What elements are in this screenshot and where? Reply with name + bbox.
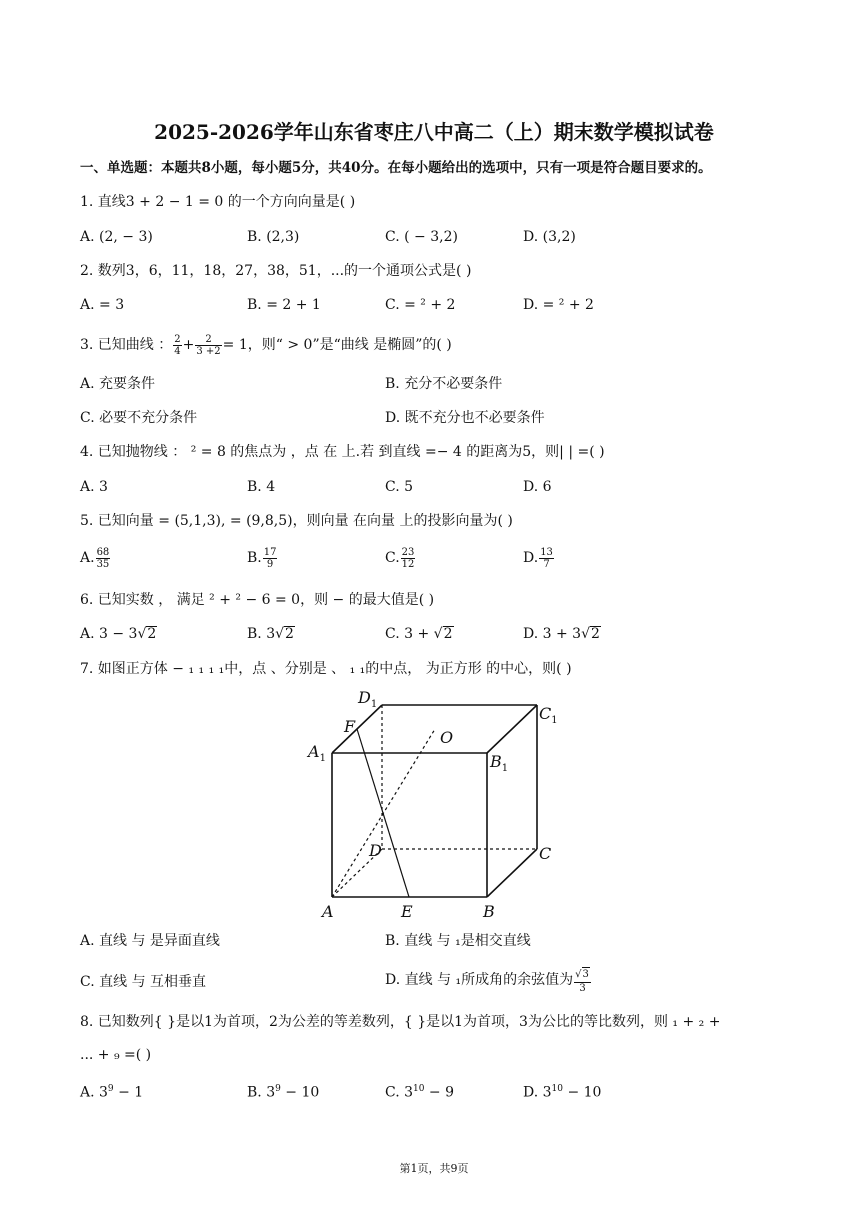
q1-option-b: B. (2,3) xyxy=(247,229,300,245)
q4-option-c: C. 5 xyxy=(385,479,414,495)
q8-option-c: C. $3^{10} - 9$ xyxy=(385,1084,455,1101)
label-a1: $A_1$ xyxy=(308,742,326,764)
q5-option-c: C. $\frac{23}{12}$ xyxy=(385,546,415,570)
q5-option-a: A. $\frac{68}{35}$ xyxy=(80,546,110,570)
q7-option-c: C. 直线 与 互相垂直 xyxy=(80,974,207,990)
question-8-stem-line2: ... + ₉ =( ) xyxy=(80,1047,152,1063)
question-4-stem: 4. 已知抛物线 ： ² = 8 的焦点为 ，点 在 上.若 到直线 =− 4 的距离为5，则| | =( ) xyxy=(80,444,605,460)
q2-option-d: D. = ² + 2 xyxy=(523,297,594,313)
q8-option-b: B. $3^9 - 10$ xyxy=(247,1084,320,1101)
q4-option-a: A. 3 xyxy=(80,479,108,495)
edge-b1c1 xyxy=(487,705,537,753)
label-e: E xyxy=(401,902,413,921)
question-2-stem: 2. 数列3，6，11，18，27，38，51，...的一个通项公式是( ) xyxy=(80,263,472,279)
label-c1: $C_1$ xyxy=(539,704,558,726)
q8-option-a: A. $3^9 - 1$ xyxy=(80,1084,144,1101)
question-1-stem: 1. 直线3 + 2 − 1 = 0 的一个方向向量是( ) xyxy=(80,194,356,210)
q2-option-c: C. = ² + 2 xyxy=(385,297,456,313)
q3-stem-start: 3. 已知曲线 ： xyxy=(80,337,173,353)
q8-option-d: D. $3^{10} - 10$ xyxy=(523,1084,602,1101)
q5-option-d: D. $\frac{13}{7}$ xyxy=(523,546,553,570)
edge-bc xyxy=(487,849,537,897)
q4-option-b: B. 4 xyxy=(247,479,276,495)
q6-option-a: A. 3 − 3√2 xyxy=(80,626,157,642)
line-ef xyxy=(357,729,409,897)
label-o: O xyxy=(440,728,454,747)
q3-fraction-1: $\frac{2}{4}$ xyxy=(174,333,181,357)
label-a: A xyxy=(322,902,334,921)
q5-option-b: B. $\frac{17}{9}$ xyxy=(247,546,277,570)
label-b1: $B_1$ xyxy=(490,752,509,774)
q7-option-a: A. 直线 与 是异面直线 xyxy=(80,933,220,949)
q4-option-d: D. 6 xyxy=(523,479,552,495)
q3-option-c: C. 必要不充分条件 xyxy=(80,410,198,426)
label-c: C xyxy=(539,844,552,863)
q7-option-d: D. 直线 与 ₁所成角的余弦值为 $\frac{√3}{3}$ xyxy=(385,968,589,994)
q6-option-c: C. 3 + √2 xyxy=(385,626,453,642)
cube-figure xyxy=(300,685,570,925)
question-8-stem-line1: 8. 已知数列{ }是以1为首项，2为公差的等差数列，{ }是以1为首项，3为公比的等比数列，则 ₁ + ₂ + xyxy=(80,1014,721,1030)
label-d: D xyxy=(369,841,382,860)
q3-option-b: B. 充分不必要条件 xyxy=(385,376,503,392)
question-7-stem: 7. 如图正方体 − ₁ ₁ ₁ ₁中，点 、分别是 、 ₁ ₁的中点， 为正方形 的中心，则( ) xyxy=(80,661,572,677)
q3-fraction-2: $\frac{2}{3 +2}$ xyxy=(196,333,221,357)
q6-option-b: B. 3√2 xyxy=(247,626,294,642)
section-heading: 一、单选题：本题共8小题，每小题5分，共40分。在每小题给出的选项中，只有一项是符合题目要求的。 xyxy=(80,160,712,176)
q7-option-b: B. 直线 与 ₁是相交直线 xyxy=(385,933,531,949)
label-d1: $D_1$ xyxy=(358,688,378,710)
q1-option-d: D. (3,2) xyxy=(523,229,576,245)
label-b: B xyxy=(483,902,495,921)
q2-option-a: A. = 3 xyxy=(80,297,125,313)
page-footer: 第1页，共9页 xyxy=(399,1162,469,1175)
q3-option-a: A. 充要条件 xyxy=(80,376,156,392)
q3-stem-end: = 1，则“ > 0”是“曲线 是椭圆”的( ) xyxy=(222,337,452,353)
question-6-stem: 6. 已知实数 ， 满足 ² + ² − 6 = 0，则 − 的最大值是( ) xyxy=(80,592,435,608)
question-5-stem: 5. 已知向量 = (5,1,3), = (9,8,5)，则向量 在向量 上的投影向量为( ) xyxy=(80,513,513,529)
q1-option-a: A. (2, − 3) xyxy=(80,229,153,245)
question-3-stem: 3. 已知曲线 ： $\frac{2}{4}$ + $\frac{2}{3 +2}$ = 1，则“ > 0”是“曲线 是椭圆”的( ) xyxy=(80,333,452,357)
q1-option-c: C. ( − 3,2) xyxy=(385,229,458,245)
q6-option-d: D. 3 + 3√2 xyxy=(523,626,600,642)
q3-option-d: D. 既不充分也不必要条件 xyxy=(385,410,545,426)
label-f: F xyxy=(344,717,356,736)
page-title: 2025-2026学年山东省枣庄八中高二（上）期末数学模拟试卷 xyxy=(154,120,714,144)
q2-option-b: B. = 2 + 1 xyxy=(247,297,321,313)
